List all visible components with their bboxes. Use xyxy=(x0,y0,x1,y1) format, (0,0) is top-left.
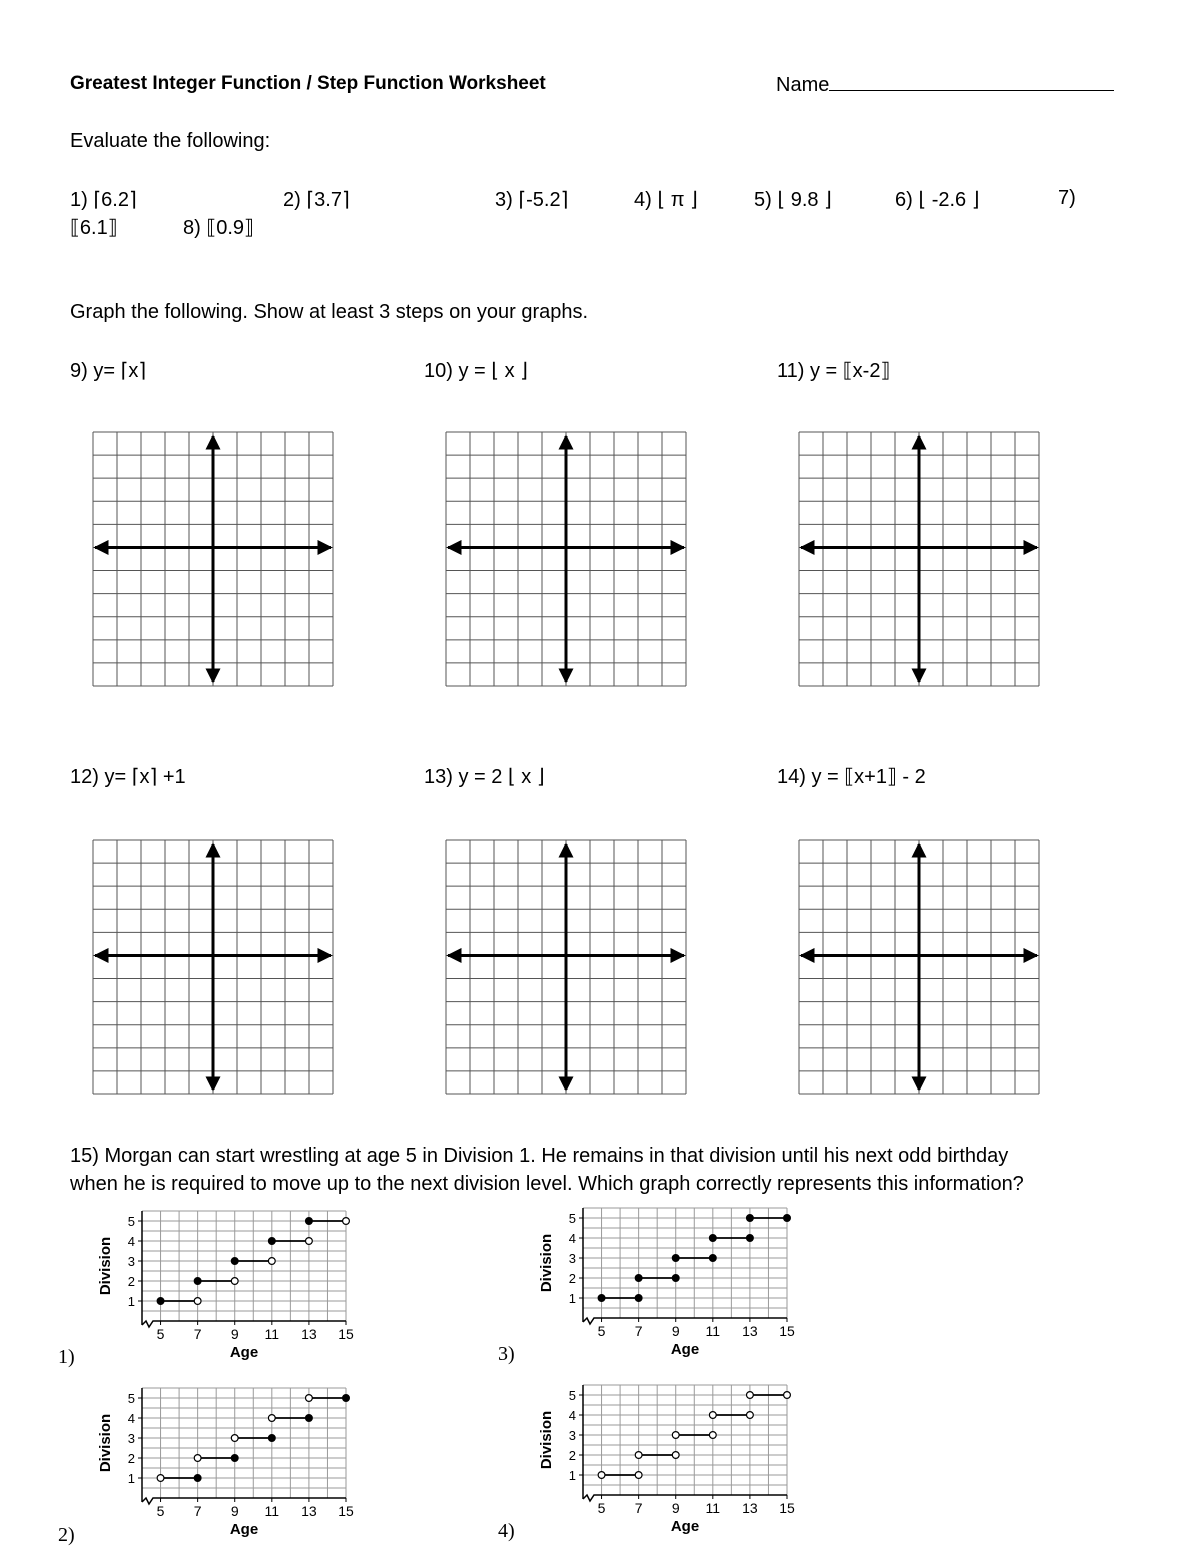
closed-endpoint xyxy=(598,1295,605,1302)
chart-y-tick-label: 2 xyxy=(127,1274,135,1289)
open-endpoint xyxy=(231,1278,238,1285)
closed-endpoint xyxy=(231,1258,238,1265)
chart-y-tick-label: 3 xyxy=(568,1251,576,1266)
chart-y-tick-label: 1 xyxy=(568,1291,576,1306)
answer-chart-1 xyxy=(96,1203,366,1368)
chart-x-tick-label: 15 xyxy=(338,1503,354,1519)
chart-x-tick-label: 9 xyxy=(671,1323,680,1339)
closed-endpoint xyxy=(306,1218,313,1225)
chart-x-tick-label: 5 xyxy=(597,1323,606,1339)
chart-x-tick-label: 15 xyxy=(779,1323,795,1339)
chart-x-tick-label: 7 xyxy=(193,1326,202,1342)
chart-x-tick-label: 15 xyxy=(338,1326,354,1342)
option-label-3[interactable]: 3) xyxy=(498,1343,515,1365)
closed-endpoint xyxy=(784,1215,791,1222)
graph-instruction: Graph the following. Show at least 3 steps on your graphs. xyxy=(70,301,589,323)
closed-endpoint xyxy=(268,1435,275,1442)
chart-y-axis-label: Division xyxy=(97,1236,114,1296)
option-label-1[interactable]: 1) xyxy=(58,1346,75,1368)
problem-13-label: 13) y = 2 ⌊ x ⌋ xyxy=(424,766,545,788)
chart-y-tick-label: 2 xyxy=(568,1448,576,1463)
chart-y-tick-label: 5 xyxy=(127,1214,135,1229)
open-endpoint xyxy=(306,1238,313,1245)
chart-x-tick-label: 7 xyxy=(634,1500,643,1516)
open-endpoint xyxy=(635,1472,642,1479)
chart-x-tick-label: 11 xyxy=(264,1503,280,1519)
chart-y-tick-label: 4 xyxy=(127,1411,135,1426)
chart-x-tick-label: 7 xyxy=(634,1323,643,1339)
closed-endpoint xyxy=(672,1275,679,1282)
chart-x-tick-label: 7 xyxy=(193,1503,202,1519)
chart-x-tick-label: 9 xyxy=(230,1503,239,1519)
answer-chart-4 xyxy=(537,1377,807,1542)
name-label: Name xyxy=(776,74,830,96)
coordinate-grid-13[interactable] xyxy=(445,839,687,1097)
closed-endpoint xyxy=(306,1415,313,1422)
closed-endpoint xyxy=(709,1255,716,1262)
chart-x-tick-label: 11 xyxy=(705,1323,721,1339)
problem-10-label: 10) y = ⌊ x ⌋ xyxy=(424,360,528,382)
chart-x-tick-label: 13 xyxy=(301,1326,317,1342)
chart-y-tick-label: 3 xyxy=(568,1428,576,1443)
closed-endpoint xyxy=(194,1278,201,1285)
chart-x-tick-label: 13 xyxy=(742,1323,758,1339)
open-endpoint xyxy=(268,1415,275,1422)
word-problem-line-2: when he is required to move up to the next division level. Which graph correctly represents this information? xyxy=(70,1173,1024,1195)
evaluate-item-1: 1) ⌈6.2⌉ xyxy=(70,189,137,211)
word-problem-line-1: 15) Morgan can start wrestling at age 5 in Division 1. He remains in that division until his next odd birthday xyxy=(70,1145,1009,1167)
evaluate-item-6: 6) ⌊ -2.6 ⌋ xyxy=(895,189,980,211)
chart-y-axis-label: Division xyxy=(97,1413,114,1473)
option-label-2[interactable]: 2) xyxy=(58,1524,75,1546)
chart-x-tick-label: 9 xyxy=(671,1500,680,1516)
open-endpoint xyxy=(343,1218,350,1225)
open-endpoint xyxy=(268,1258,275,1265)
closed-endpoint xyxy=(157,1298,164,1305)
coordinate-grid-10[interactable] xyxy=(445,431,687,689)
open-endpoint xyxy=(194,1455,201,1462)
name-blank-line[interactable] xyxy=(829,72,1114,91)
coordinate-grid-11[interactable] xyxy=(798,431,1040,689)
closed-endpoint xyxy=(635,1295,642,1302)
chart-x-tick-label: 15 xyxy=(779,1500,795,1516)
chart-y-tick-label: 3 xyxy=(127,1431,135,1446)
closed-endpoint xyxy=(231,1455,238,1462)
chart-y-tick-label: 4 xyxy=(568,1408,576,1423)
chart-x-axis-label: Age xyxy=(670,1341,700,1358)
chart-x-tick-label: 13 xyxy=(301,1503,317,1519)
chart-y-tick-label: 5 xyxy=(568,1388,576,1403)
problem-11-label: 11) y = ⟦x-2⟧ xyxy=(777,360,891,382)
problem-12-label: 12) y= ⌈x⌉ +1 xyxy=(70,766,186,788)
closed-endpoint xyxy=(268,1238,275,1245)
closed-endpoint xyxy=(343,1395,350,1402)
closed-endpoint xyxy=(194,1475,201,1482)
evaluate-item-7-expression: ⟦6.1⟧ xyxy=(70,217,118,239)
chart-y-tick-label: 2 xyxy=(127,1451,135,1466)
evaluate-item-3: 3) ⌈-5.2⌉ xyxy=(495,189,569,211)
open-endpoint xyxy=(672,1432,679,1439)
problem-14-label: 14) y = ⟦x+1⟧ - 2 xyxy=(777,766,926,788)
chart-y-tick-label: 1 xyxy=(127,1294,135,1309)
open-endpoint xyxy=(709,1412,716,1419)
open-endpoint xyxy=(231,1435,238,1442)
coordinate-grid-12[interactable] xyxy=(92,839,334,1097)
chart-y-tick-label: 4 xyxy=(127,1234,135,1249)
chart-x-tick-label: 5 xyxy=(156,1503,165,1519)
chart-y-axis-label: Division xyxy=(538,1233,555,1293)
chart-x-tick-label: 5 xyxy=(597,1500,606,1516)
chart-y-tick-label: 2 xyxy=(568,1271,576,1286)
chart-y-tick-label: 4 xyxy=(568,1231,576,1246)
chart-x-tick-label: 13 xyxy=(742,1500,758,1516)
evaluate-instruction: Evaluate the following: xyxy=(70,130,271,152)
open-endpoint xyxy=(747,1412,754,1419)
open-endpoint xyxy=(709,1432,716,1439)
open-endpoint xyxy=(635,1452,642,1459)
chart-x-tick-label: 11 xyxy=(705,1500,721,1516)
chart-y-tick-label: 3 xyxy=(127,1254,135,1269)
open-endpoint xyxy=(784,1392,791,1399)
evaluate-item-4: 4) ⌊ π ⌋ xyxy=(634,189,698,211)
chart-x-axis-label: Age xyxy=(229,1521,259,1538)
evaluate-item-5: 5) ⌊ 9.8 ⌋ xyxy=(754,189,832,211)
open-endpoint xyxy=(672,1452,679,1459)
chart-y-tick-label: 5 xyxy=(127,1391,135,1406)
evaluate-item-2: 2) ⌈3.7⌉ xyxy=(283,189,350,211)
worksheet-title: Greatest Integer Function / Step Function Worksheet xyxy=(70,73,546,94)
chart-x-tick-label: 5 xyxy=(156,1326,165,1342)
closed-endpoint xyxy=(709,1235,716,1242)
closed-endpoint xyxy=(747,1235,754,1242)
chart-y-axis-label: Division xyxy=(538,1410,555,1470)
chart-y-tick-label: 1 xyxy=(127,1471,135,1486)
coordinate-grid-14[interactable] xyxy=(798,839,1040,1097)
option-label-4[interactable]: 4) xyxy=(498,1520,515,1542)
open-endpoint xyxy=(194,1298,201,1305)
answer-chart-2 xyxy=(96,1380,366,1545)
closed-endpoint xyxy=(635,1275,642,1282)
chart-x-tick-label: 11 xyxy=(264,1326,280,1342)
problem-9-label: 9) y= ⌈x⌉ xyxy=(70,360,147,382)
open-endpoint xyxy=(157,1475,164,1482)
closed-endpoint xyxy=(672,1255,679,1262)
evaluate-item-8: 8) ⟦0.9⟧ xyxy=(183,217,254,239)
evaluate-item-7-number: 7) xyxy=(1058,187,1076,209)
open-endpoint xyxy=(306,1395,313,1402)
name-field[interactable] xyxy=(776,72,1114,97)
chart-x-axis-label: Age xyxy=(670,1518,700,1535)
open-endpoint xyxy=(598,1472,605,1479)
chart-y-tick-label: 5 xyxy=(568,1211,576,1226)
chart-x-axis-label: Age xyxy=(229,1344,259,1361)
closed-endpoint xyxy=(747,1215,754,1222)
chart-x-tick-label: 9 xyxy=(230,1326,239,1342)
answer-chart-3 xyxy=(537,1200,807,1365)
open-endpoint xyxy=(747,1392,754,1399)
chart-y-tick-label: 1 xyxy=(568,1468,576,1483)
coordinate-grid-9[interactable] xyxy=(92,431,334,689)
